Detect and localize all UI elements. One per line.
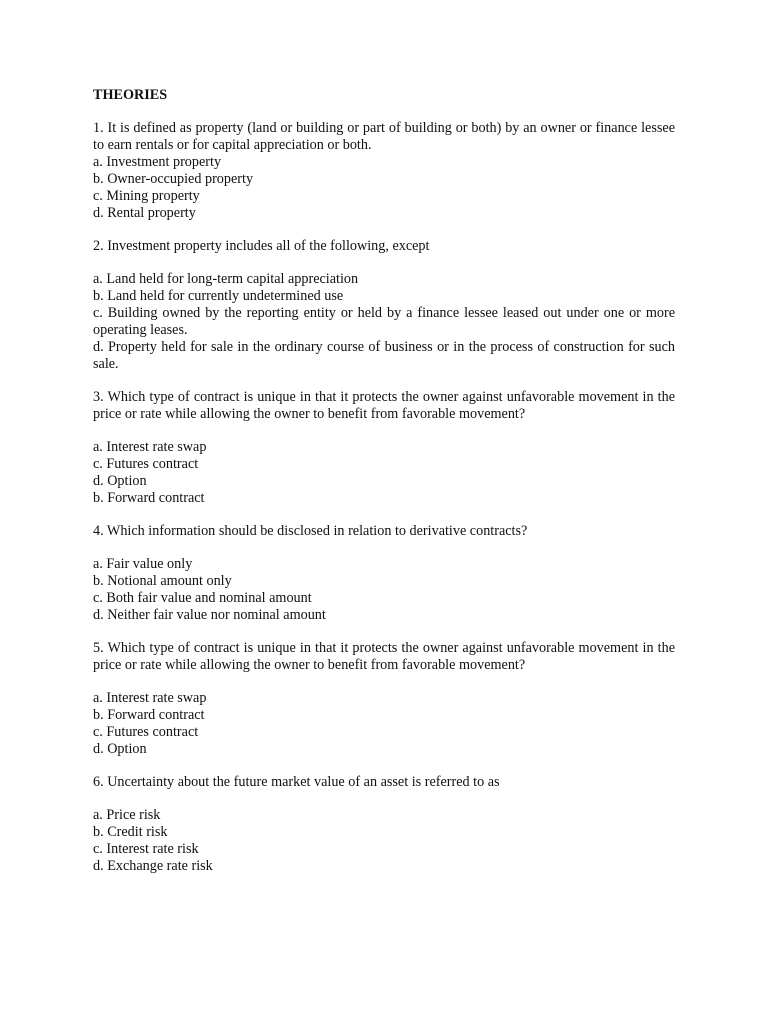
question-5 <box>93 640 675 758</box>
answer-option: d. Neither fair value nor nominal amount <box>93 607 326 623</box>
question-2 <box>93 238 675 373</box>
answer-option: d. Rental property <box>93 205 196 221</box>
question-stem: 5. Which type of contract is unique in that it protects the owner against unfavorable movement in the price or rate while allowing the owner to benefit from favorable movement? <box>93 640 675 673</box>
answer-option: d. Option <box>93 473 147 489</box>
answer-option: c. Building owned by the reporting entity or held by a finance lessee leased out under one or more operating leases. <box>93 305 675 338</box>
answer-options <box>93 271 675 373</box>
answer-options <box>93 690 675 758</box>
question-1 <box>93 120 675 222</box>
answer-option: a. Interest rate swap <box>93 439 207 455</box>
answer-option: a. Investment property <box>93 154 222 170</box>
answer-option: a. Price risk <box>93 807 161 823</box>
document-page <box>93 87 675 891</box>
question-stem: 4. Which information should be disclosed in relation to derivative contracts? <box>93 523 528 539</box>
answer-option: d. Option <box>93 741 147 757</box>
question-stem: 2. Investment property includes all of the following, except <box>93 238 430 254</box>
answer-option: b. Forward contract <box>93 707 205 723</box>
question-3 <box>93 389 675 507</box>
question-6 <box>93 774 675 875</box>
answer-option: b. Owner-occupied property <box>93 171 254 187</box>
answer-option: a. Fair value only <box>93 556 193 572</box>
question-stem: 3. Which type of contract is unique in that it protects the owner against unfavorable movement in the price or rate while allowing the owner to benefit from favorable movement? <box>93 389 675 422</box>
answer-option: c. Both fair value and nominal amount <box>93 590 312 606</box>
answer-option: b. Credit risk <box>93 824 168 840</box>
answer-option: b. Land held for currently undetermined use <box>93 288 344 304</box>
document-title: THEORIES <box>93 87 168 103</box>
question-list <box>93 120 675 875</box>
answer-option: b. Notional amount only <box>93 573 232 589</box>
answer-option: a. Interest rate swap <box>93 690 207 706</box>
question-stem: 6. Uncertainty about the future market value of an asset is referred to as <box>93 774 500 790</box>
answer-option: d. Property held for sale in the ordinary course of business or in the process of construction for such sale. <box>93 339 675 372</box>
question-stem: 1. It is defined as property (land or building or part of building or both) by an owner or finance lessee to earn rentals or for capital appreciation or both. <box>93 120 675 153</box>
answer-option: a. Land held for long-term capital appreciation <box>93 271 359 287</box>
answer-option: c. Futures contract <box>93 456 199 472</box>
answer-option: b. Forward contract <box>93 490 205 506</box>
answer-options <box>93 439 675 507</box>
answer-option: c. Futures contract <box>93 724 199 740</box>
answer-option: c. Interest rate risk <box>93 841 199 857</box>
answer-options <box>93 807 675 875</box>
answer-option: c. Mining property <box>93 188 200 204</box>
answer-options <box>93 556 675 624</box>
answer-options <box>93 154 675 222</box>
answer-option: d. Exchange rate risk <box>93 858 213 874</box>
question-4 <box>93 523 675 624</box>
